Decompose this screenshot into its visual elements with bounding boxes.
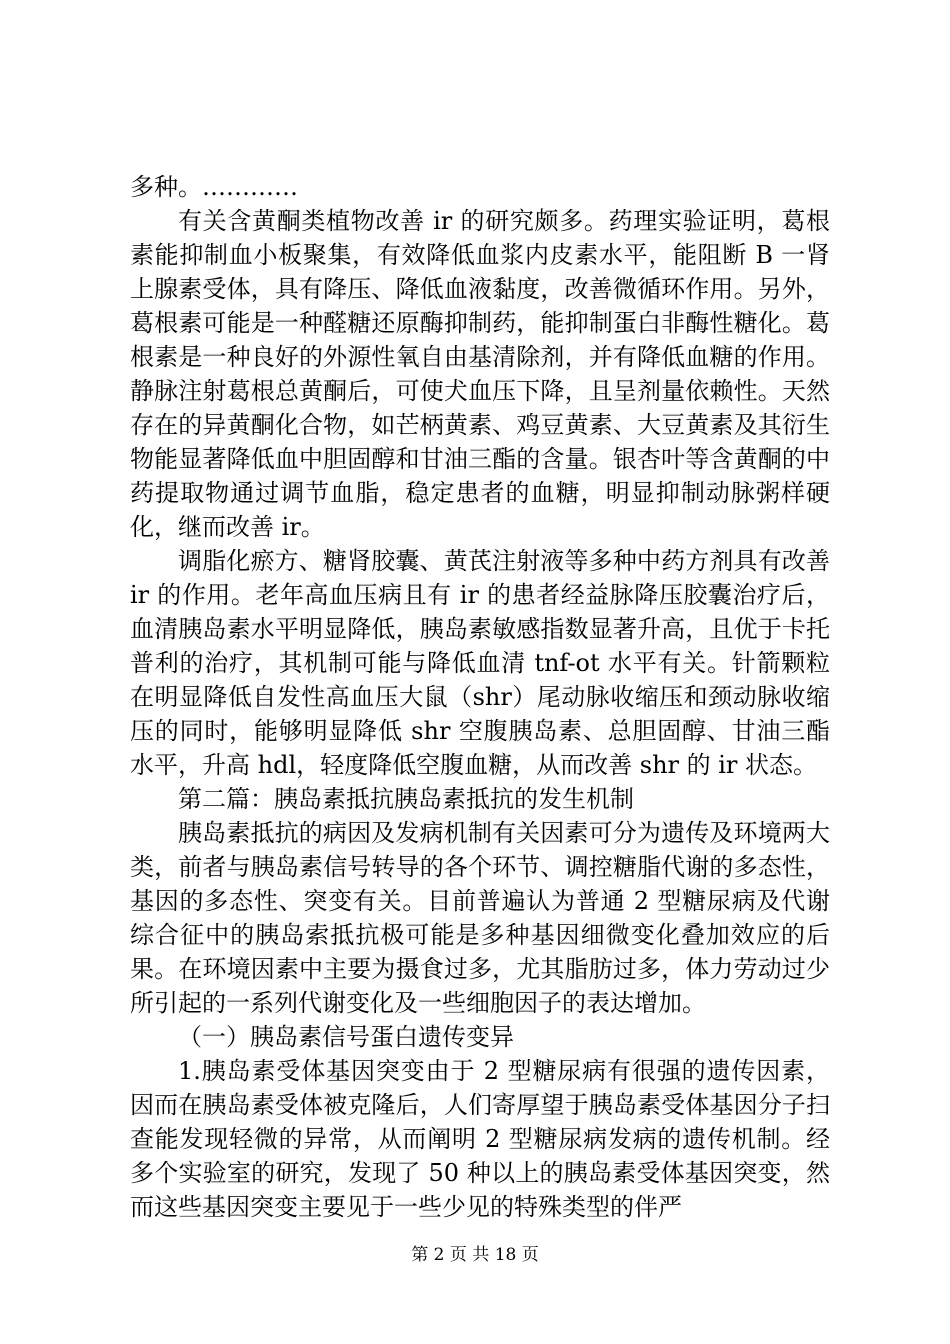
paragraph-etiology: 胰岛素抵抗的病因及发病机制有关因素可分为遗传及环境两大类，前者与胰岛素信号转导的各个环节、调控糖脂代谢的多态性，基因的多态性、突变有关。目前普遍认为普通 2 型糖尿病及代谢综合征中的胰岛索抵抗极可能是多种基因细微变化叠加效应的后果。在环境因素中主要为摄食过多，尤其脂肪过多，体力劳动过少所引起的一系列代谢变化及一些细胞因子的表达增加。 bbox=[130, 819, 830, 1017]
body-text bbox=[130, 170, 830, 1224]
paragraph-flavonoids: 有关含黄酮类植物改善 ir 的研究颇多。药理实验证明，葛根素能抑制血小板聚集，有效降低血浆内皮素水平，能阻断 B 一肾上腺素受体，具有降压、降低血液黏度，改善微循环作用。另外，葛根素可能是一种醛糖还原酶抑制药，能抑制蛋白非酶性糖化。葛根素是一种良好的外源性氧自由基清除剂，并有降低血糖的作用。静脉注射葛根总黄酮后，可使犬血压下降，且呈剂量依赖性。天然存在的异黄酮化合物，如芒柄黄素、鸡豆黄素、大豆黄素及其衍生物能显著降低血中胆固醇和甘油三酯的含量。银杏叶等含黄酮的中药提取物通过调节血脂，稳定患者的血糖，明显抑制动脉粥样硬化，继而改善 ir。 bbox=[130, 207, 830, 541]
paragraph-continuation: 多种。………… bbox=[130, 173, 298, 201]
paragraph-receptor-mutation: 1.胰岛素受体基因突变由于 2 型糖尿病有很强的遗传因素，因而在胰岛素受体被克隆后，人们寄厚望于胰岛素受体基因分子扫查能发现轻微的异常，从而阐明 2 型糖尿病发病的遗传机制。经多个实验室的研究，发现了 50 种以上的胰岛素受体基因突变，然而这些基因突变主要见于一些少见的特殊类型的伴严 bbox=[130, 1057, 830, 1221]
page-number-footer: 第 2 页 共 18 页 bbox=[411, 1245, 539, 1265]
subsection-heading: （一）胰岛素信号蛋白遗传变异 bbox=[178, 1023, 514, 1051]
section-heading: 第二篇：胰岛素抵抗胰岛素抵抗的发生机制 bbox=[178, 785, 634, 813]
paragraph-herbal-formulas: 调脂化瘀方、糖肾胶囊、黄芪注射液等多种中药方剂具有改善 ir 的作用。老年高血压病且有 ir 的患者经益脉降压胶囊治疗后，血清胰岛素水平明显降低，胰岛素敏感指数显著升高，且优于卡托普利的治疗，其机制可能与降低血清 tnf-ot 水平有关。针箭颗粒在明显降低自发性高血压大鼠（shr）尾动脉收缩压和颈动脉收缩压的同时，能够明显降低 shr 空腹胰岛素、总胆固醇、甘油三酯水平，升高 hdl，轻度降低空腹血糖，从而改善 shr 的 ir 状态。 bbox=[130, 547, 830, 779]
